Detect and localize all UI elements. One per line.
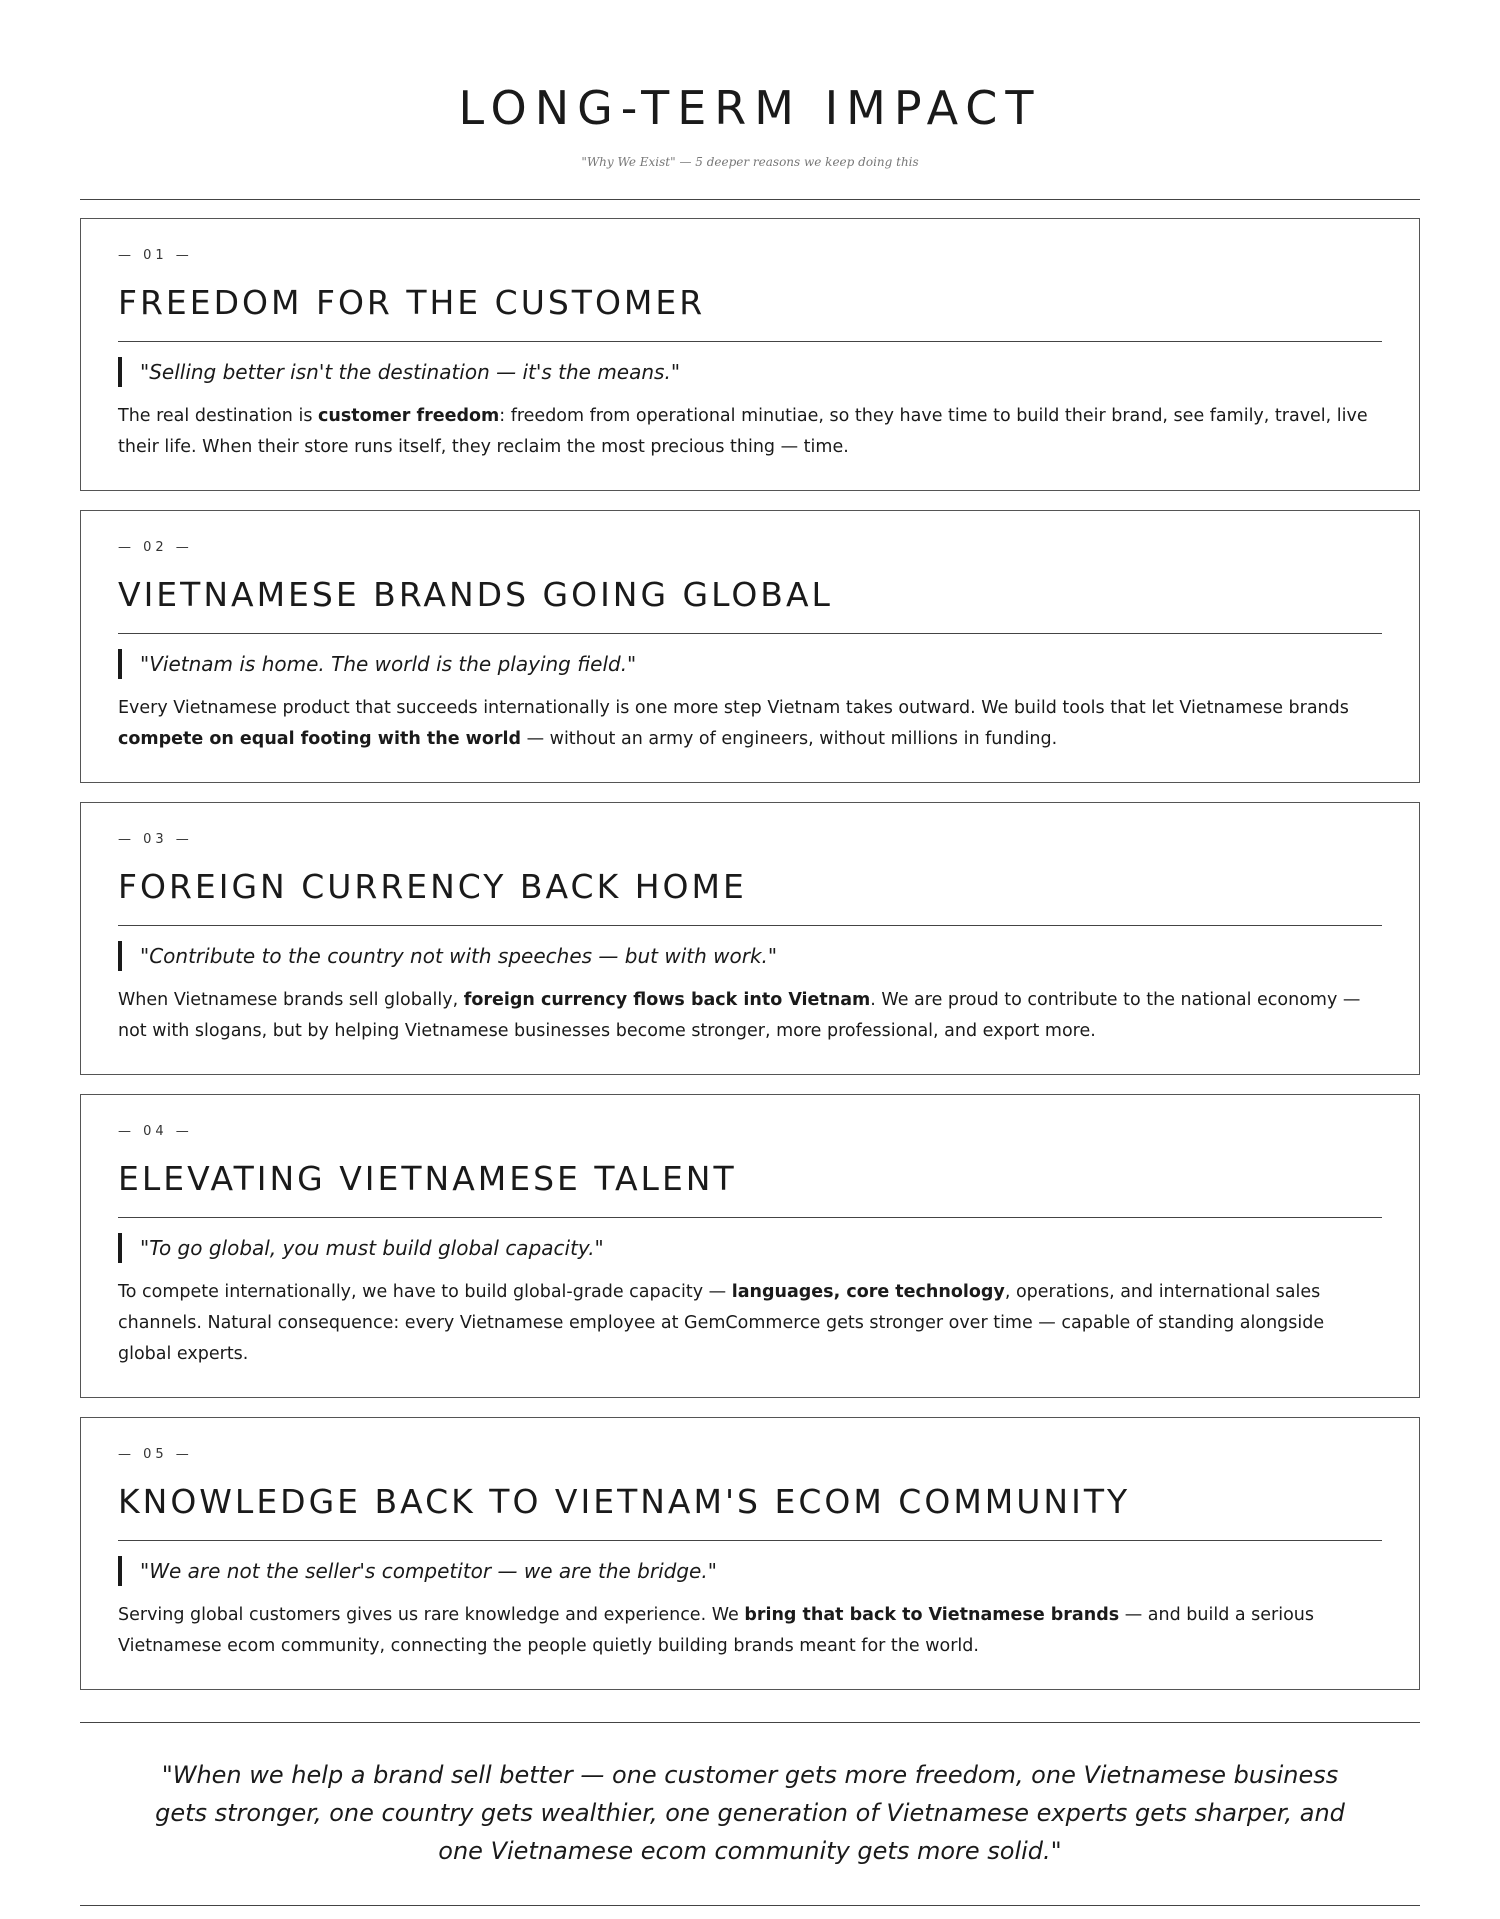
body-text: — without an army of engineers, without millions in funding. <box>521 729 1058 749</box>
reason-card-4 <box>80 1094 1420 1398</box>
body-text: Every Vietnamese product that succeeds internationally is one more step Vietnam takes outward. We build tools that let Vietnamese brands <box>118 698 1349 718</box>
reason-body <box>118 401 1382 463</box>
reason-title: FOREIGN CURRENCY BACK HOME <box>118 867 747 906</box>
reason-divider <box>118 925 1382 926</box>
reason-title: ELEVATING VIETNAMESE TALENT <box>118 1159 737 1198</box>
reason-body <box>118 985 1382 1047</box>
reason-body <box>118 1277 1382 1370</box>
reason-title: VIETNAMESE BRANDS GOING GLOBAL <box>118 575 833 614</box>
reason-card-5 <box>80 1417 1420 1690</box>
reason-number: — 02 — <box>118 540 193 555</box>
reason-number: — 04 — <box>118 1124 193 1139</box>
reason-number: — 01 — <box>118 248 193 263</box>
reason-quote: "To go global, you must build global capacity." <box>118 1233 604 1263</box>
body-emphasis: customer freedom <box>318 406 500 426</box>
reason-quote: "We are not the seller's competitor — we are the bridge." <box>118 1556 717 1586</box>
closing-quote: "When we help a brand sell better — one customer gets more freedom, one Vietnamese business gets stronger, one country gets wealthier, one generation of Vietnamese experts gets sharper, and one Vietnamese ecom community gets more solid." <box>155 1761 1345 1865</box>
reason-quote: "Selling better isn't the destination — it's the means." <box>118 357 680 387</box>
reason-card-3 <box>80 802 1420 1075</box>
reason-quote: "Contribute to the country not with speeches — but with work." <box>118 941 777 971</box>
body-emphasis: foreign currency flows back into Vietnam <box>463 990 871 1010</box>
reason-title: FREEDOM FOR THE CUSTOMER <box>118 283 706 322</box>
reason-card-2 <box>80 510 1420 783</box>
body-emphasis: compete on equal footing with the world <box>118 729 521 749</box>
reason-divider <box>118 341 1382 342</box>
reason-title: KNOWLEDGE BACK TO VIETNAM'S ECOM COMMUNITY <box>118 1482 1131 1521</box>
page-title: LONG-TERM IMPACT <box>458 81 1042 135</box>
reason-body <box>118 1600 1382 1662</box>
closing-divider-bottom <box>80 1905 1420 1906</box>
body-text: The real destination is <box>118 406 318 426</box>
page-subtitle: "Why We Exist" — 5 deeper reasons we keep doing this <box>581 155 919 169</box>
reason-quote: "Vietnam is home. The world is the playing field." <box>118 649 636 679</box>
reason-divider <box>118 1540 1382 1541</box>
reason-body <box>118 693 1382 755</box>
closing-divider-top <box>80 1722 1420 1723</box>
body-text: , operations, and international sales channels. Natural consequence: every Vietnamese employee at GemCommerce gets stronger over time — capable of standing alongside global experts. <box>118 1282 1325 1364</box>
reason-card-1 <box>80 218 1420 491</box>
body-emphasis: bring that back to Vietnamese brands <box>744 1605 1120 1625</box>
body-text: When Vietnamese brands sell globally, <box>118 990 464 1010</box>
reason-divider <box>118 633 1382 634</box>
reason-number: — 05 — <box>118 1447 193 1462</box>
header-divider <box>80 199 1420 200</box>
body-text: To compete internationally, we have to build global-grade capacity — <box>118 1282 732 1302</box>
body-emphasis: languages, core technology <box>731 1282 1005 1302</box>
body-text: . We are proud to contribute to the national economy — not with slogans, but by helping Vietnamese businesses become stronger, more professional, and export more. <box>118 990 1361 1041</box>
body-text: Serving global customers gives us rare knowledge and experience. We <box>118 1605 745 1625</box>
body-text: : freedom from operational minutiae, so they have time to build their brand, see family, travel, live their life. When their store runs itself, they reclaim the most precious thing — time. <box>118 406 1368 457</box>
reason-number: — 03 — <box>118 832 193 847</box>
body-text: — and build a serious Vietnamese ecom community, connecting the people quietly building brands meant for the world. <box>118 1605 1315 1656</box>
reason-divider <box>118 1217 1382 1218</box>
